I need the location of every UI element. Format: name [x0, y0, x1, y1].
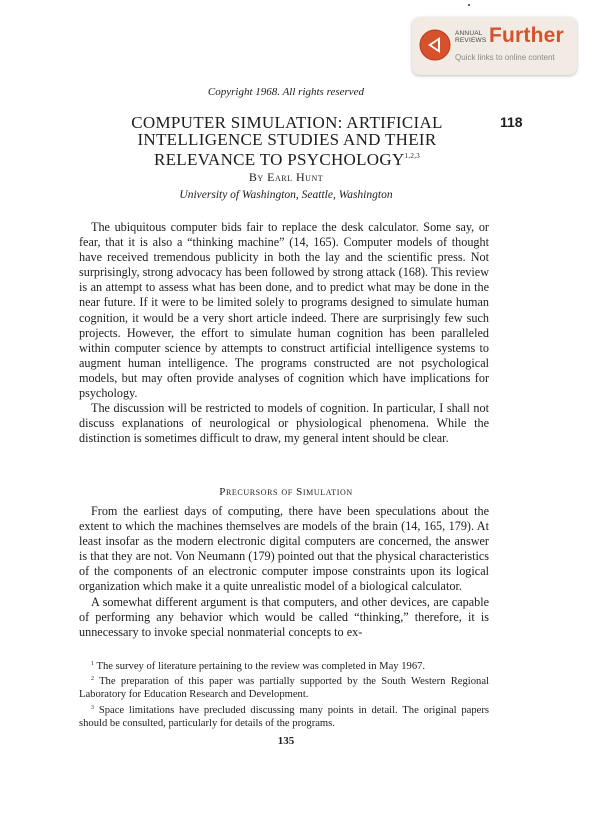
article-number: 118 [500, 114, 523, 130]
footnote: $^2$ The preparation of this paper was partially supported by the South Western Regional Laboratory for Education Research and Development. [79, 676, 489, 701]
intro-text [79, 220, 489, 446]
copyright-line: Copyright 1968. All rights reserved [207, 86, 365, 98]
affiliation-line: University of Washington, Seattle, Washington [179, 189, 393, 201]
title-line: INTELLIGENCE STUDIES AND THEIR [137, 130, 437, 149]
page-number: 135 [277, 735, 295, 747]
paragraph: The ubiquitous computer bids fair to replace the desk calculator. Some say, or fear, that it is also a “thinking machine” (14, 165). Computer models of thought have received tremendous publicity in both the lay and the scientific press. Not surprisingly, strong advocacy has been followed by strong attack (168). This review is an attempt to assess what has been done, and to predict what may be done in the near future. If it were to be limited solely to programs designed to simulate human cognition, it would be a very short article indeed. There are surprisingly few such projects. However, the effort to simulate human cognition has been paralleled within computer science by attempts to construct artificial intelligence systems to augment human intelligence. The programs constructed are not psychological models, but may often provide analyses of cognition which have implications for psychology. [79, 220, 489, 401]
paragraph: From the earliest days of computing, there have been speculations about the extent to which the machines themselves are models of the brain (14, 165, 179). At least insofar as the modern electronic digital computers are concerned, the answer is that they are not. Von Neumann (179) pointed out that the physical characteristics of the components of an electronic computer impose constraints upon its logical organization which make it a quite unrealistic model of a biological calculator. [79, 504, 489, 594]
further-label[interactable]: Further [489, 24, 564, 47]
footnote: $^3$ Space limitations have precluded discussing many points in detail. The original papers should be consulted, particularly for details of the programs. [79, 704, 489, 729]
section-heading: Precursors of Simulation [219, 486, 353, 498]
footnote: $^1$ The survey of literature pertaining to the review was completed in May 1967. [91, 661, 426, 672]
paragraph: The discussion will be restricted to models of cognition. In particular, I shall not discuss explanations of neurological or physiological phenomena. While the distinction is sometimes difficult to draw, my general intent should be clear. [79, 401, 489, 446]
title-footnote-marks: 1,2,3 [404, 152, 421, 160]
back-arrow-circle-icon [418, 28, 452, 62]
annual-reviews-further-badge[interactable] [412, 17, 577, 75]
title-line: COMPUTER SIMULATION: ARTIFICIAL [131, 113, 443, 132]
paragraph: A somewhat different argument is that computers, and other devices, are capable of performing any behavior which would be called “thinking,” therefore, it is unnecessary to invoke special nonmaterial concepts to ex- [79, 594, 489, 639]
author-line: By Earl Hunt [248, 170, 324, 184]
section-text [79, 504, 489, 640]
quick-links-label[interactable]: Quick links to online content [455, 53, 555, 62]
scan-speck [468, 4, 470, 6]
footnotes [79, 658, 489, 730]
title-line: RELEVANCE TO PSYCHOLOGY$^{1,2,3}$ [153, 150, 421, 169]
annual-reviews-label: ANNUAL REVIEWS [455, 30, 487, 44]
article-title [90, 114, 484, 168]
